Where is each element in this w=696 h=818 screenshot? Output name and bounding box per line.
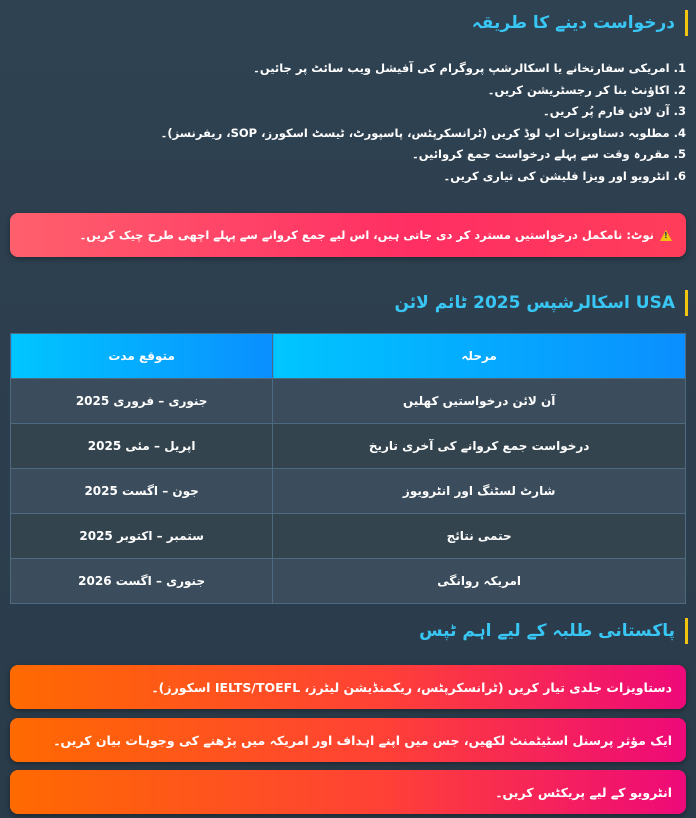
warning-note bbox=[10, 213, 686, 257]
application-steps-list bbox=[126, 58, 686, 187]
table-row bbox=[11, 469, 686, 514]
list-item: 5.مقررہ وقت سے پہلے درخواست جمع کروائیں۔ bbox=[411, 147, 686, 161]
time-cell: جنوری – اگست 2026 bbox=[11, 559, 273, 604]
time-cell: ستمبر – اکتوبر 2025 bbox=[11, 514, 273, 559]
stage-cell: حتمی نتائج bbox=[273, 514, 686, 559]
time-column-header: متوقع مدت bbox=[11, 334, 273, 379]
tip-card bbox=[10, 770, 686, 814]
time-cell: جنوری – فروری 2025 bbox=[11, 379, 273, 424]
table-row bbox=[11, 514, 686, 559]
note-text: نامکمل درخواستیں مسترد کر دی جاتی ہیں، اس لیے جمع کروانے سے پہلے اچھی طرح چیک کریں۔ bbox=[79, 228, 623, 242]
tip-card bbox=[10, 665, 686, 709]
tip-text: ایک مؤثر پرسنل اسٹیٹمنٹ لکھیں، جس میں اپنے اہداف اور امریکہ میں پڑھنے کی وجوہات بیان کریں۔ bbox=[53, 732, 672, 748]
table-row bbox=[11, 379, 686, 424]
tip-text: دستاویزات جلدی تیار کریں (ٹرانسکرپٹس، ریکمنڈیشن لیٹرز، IELTS/TOEFL اسکورز)۔ bbox=[151, 679, 672, 695]
warning-icon bbox=[660, 230, 672, 241]
time-cell: جون – اگست 2025 bbox=[11, 469, 273, 514]
list-item: 6.انٹرویو اور ویزا فلیشن کی تیاری کریں۔ bbox=[443, 168, 686, 183]
timeline-heading: USA اسکالرشپس 2025 ٹائم لائن bbox=[394, 290, 688, 316]
stage-cell: آن لائن درخواستیں کھلیں bbox=[273, 379, 686, 424]
tips-heading: پاکستانی طلبہ کے لیے اہم ٹپس bbox=[419, 618, 688, 644]
list-item: 1.امریکی سفارتخانے یا اسکالرشپ پروگرام کی آفیشل ویب سائٹ پر جائیں۔ bbox=[253, 61, 686, 75]
application-heading: درخواست دینے کا طریقہ bbox=[472, 10, 688, 36]
stage-cell: امریکہ روانگی bbox=[273, 559, 686, 604]
table-header-row bbox=[11, 334, 686, 379]
note-label: نوٹ: bbox=[626, 228, 654, 242]
tip-text: انٹرویو کے لیے پریکٹس کریں۔ bbox=[495, 784, 672, 800]
tip-card bbox=[10, 718, 686, 762]
table-row bbox=[11, 424, 686, 469]
list-item: 4.مطلوبہ دستاویزات اپ لوڈ کریں (ٹرانسکرپٹس، پاسپورٹ، ٹیسٹ اسکورز، SOP، ریفرنسز)۔ bbox=[160, 125, 686, 140]
timeline-table bbox=[10, 333, 686, 604]
stage-cell: شارٹ لسٹنگ اور انٹرویوز bbox=[273, 469, 686, 514]
table-row bbox=[11, 559, 686, 604]
list-item: 2.اکاؤنٹ بنا کر رجسٹریشن کریں۔ bbox=[487, 82, 686, 97]
stage-cell: درخواست جمع کروانے کی آخری تاریخ bbox=[273, 424, 686, 469]
time-cell: اپریل – مئی 2025 bbox=[11, 424, 273, 469]
stage-column-header: مرحلہ bbox=[273, 334, 686, 379]
list-item: 3.آن لائن فارم پُر کریں۔ bbox=[542, 104, 686, 118]
